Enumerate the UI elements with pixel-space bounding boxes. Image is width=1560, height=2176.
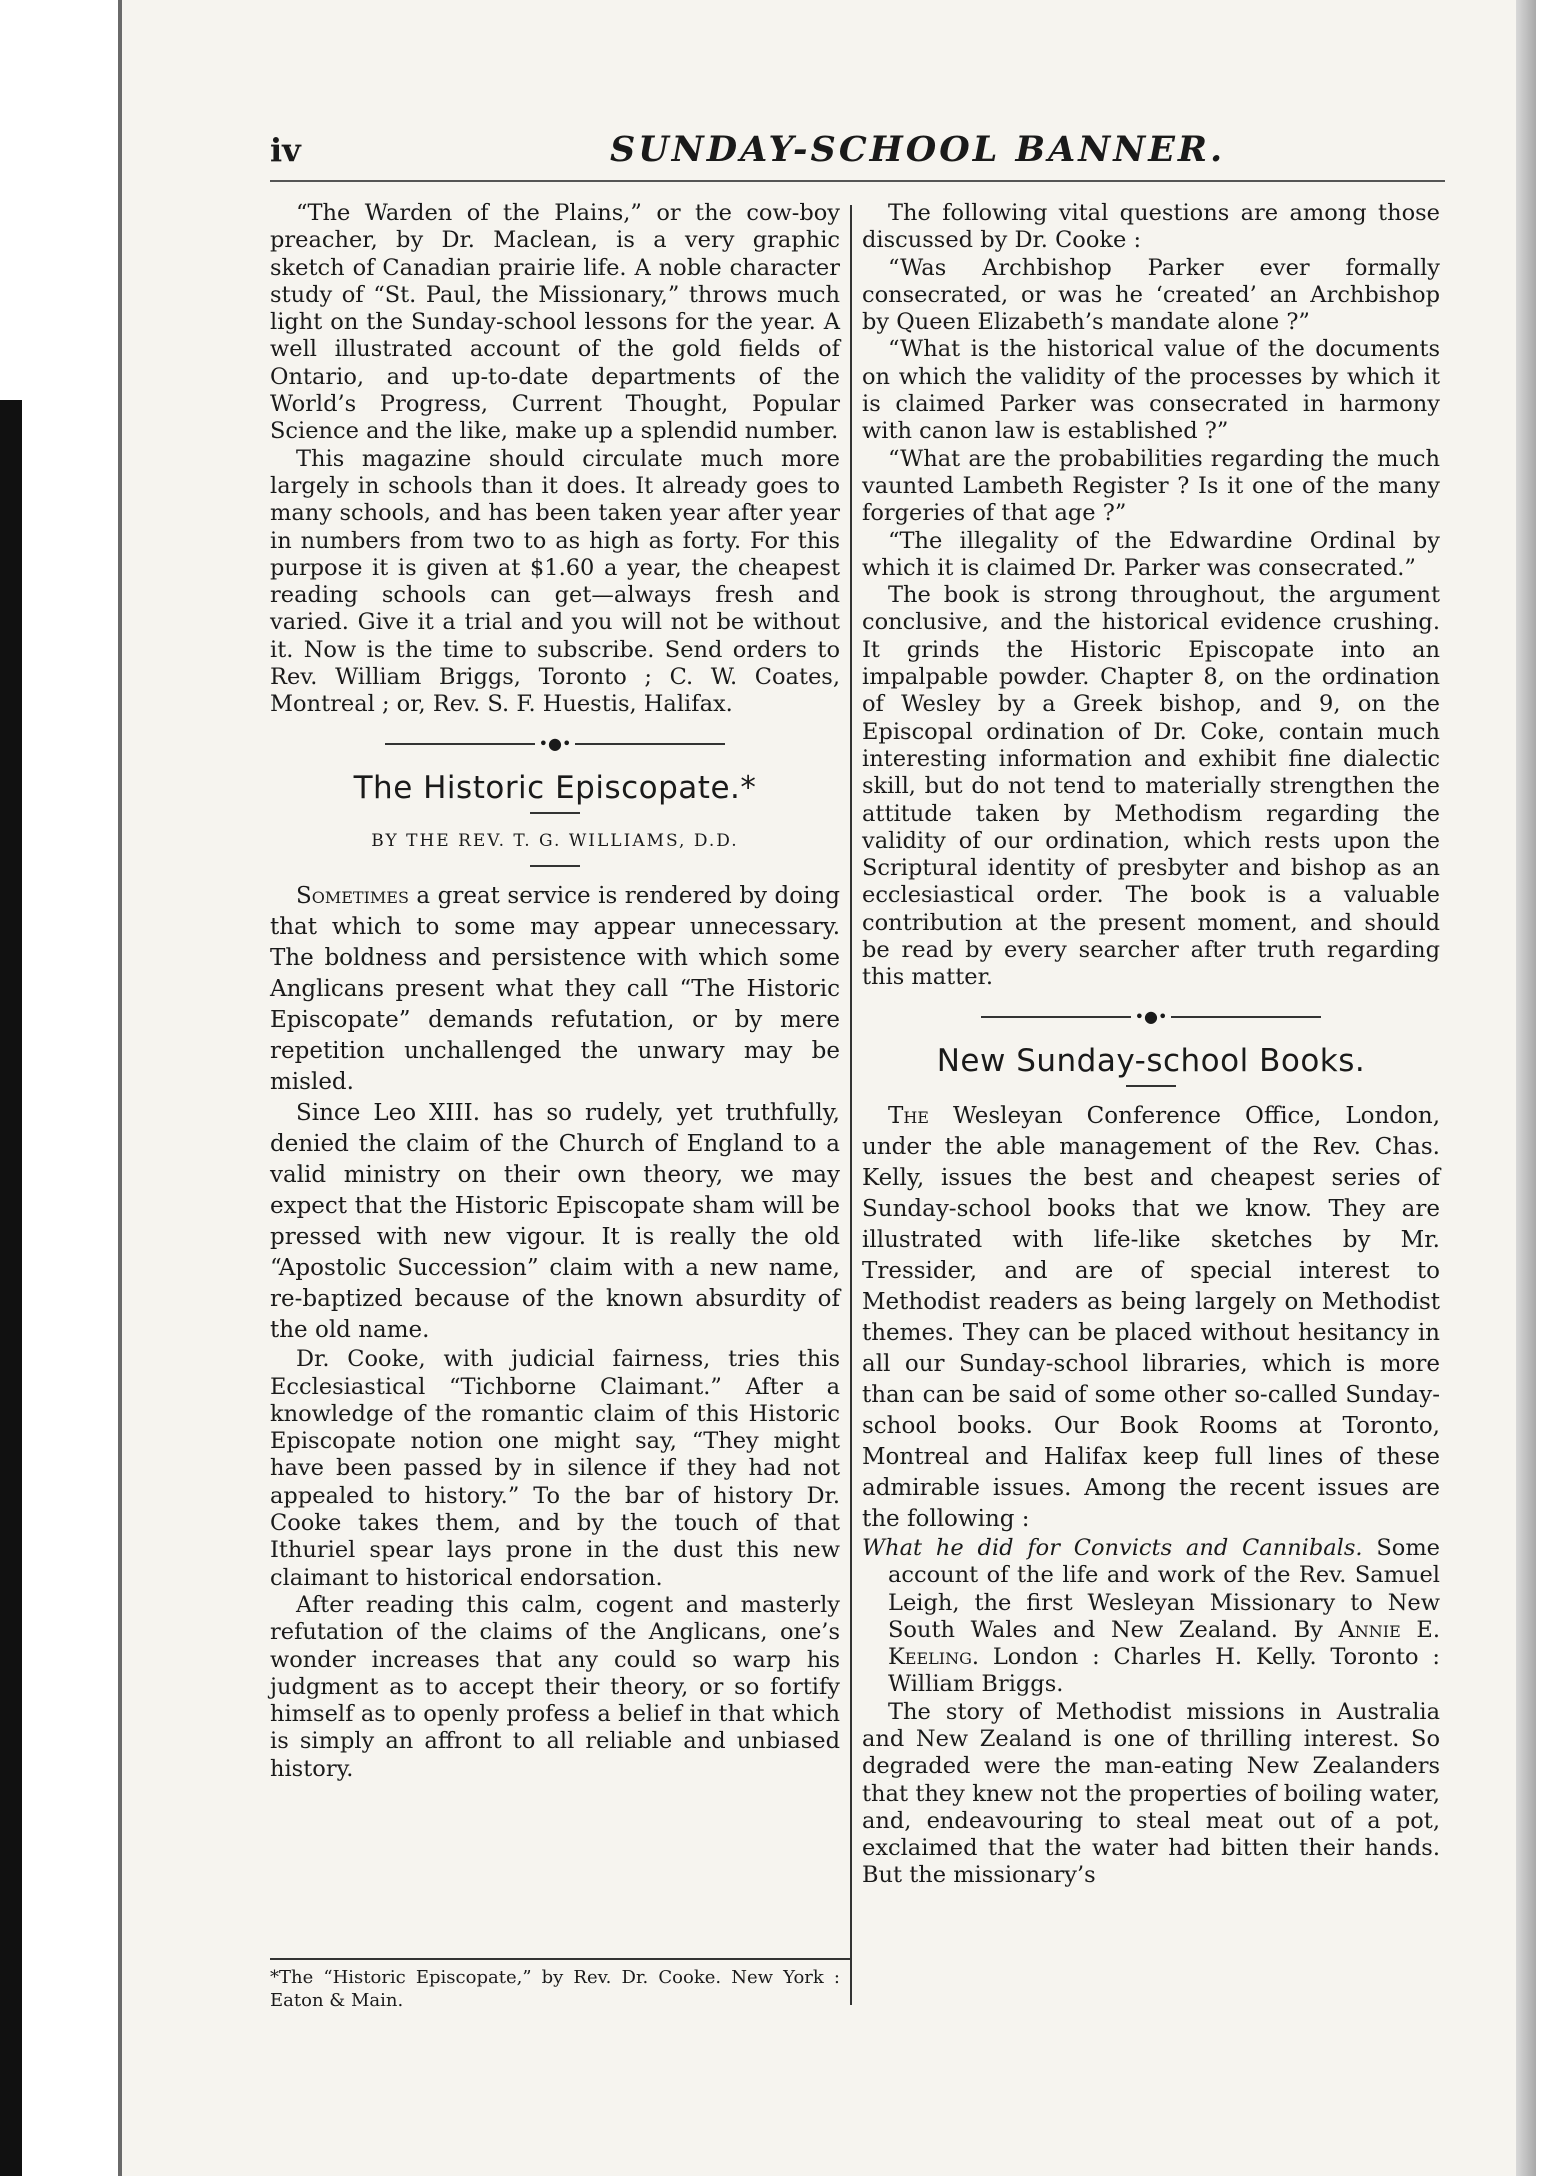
paragraph: Dr. Cooke, with judicial fairness, tries this Ecclesiastical “Tichborne Claimant.” After a knowledge of the romantic claim of this Historic Episcopate notion one might say, “They might have been passed by in silence if they had not appealed to history.” To the bar of history Dr. Cooke takes them, and by the touch of that Ithuriel spear lays prone in the dust this new claimant to historical endorsation. (270, 1346, 840, 1591)
book-title: What he did for Convicts and Cannibals. (862, 1534, 1363, 1561)
article-body (270, 881, 840, 1346)
paragraph: The story of Methodist missions in Australia and New Zealand is one of thrilling interest. So degraded were the man-eating New Zealanders that they knew not the properties of boiling water, and, endeavouring to steal meat out of a pot, exclaimed that the water had bitten their hands. But the missionary’s (862, 1698, 1440, 1889)
book-author: Annie E. Keeling (888, 1616, 1440, 1671)
paragraph (270, 881, 840, 1098)
book-entry (862, 1535, 1440, 1699)
book-publisher: . London : Charles H. Kelly. Toronto : William Briggs. (888, 1644, 1440, 1698)
page-edge-shadow (1516, 0, 1536, 2176)
paragraph: This magazine should circulate much more largely in schools than it does. It already goes to many schools, and has been taken year after year in numbers from two to as high as forty. For this purpose it is given at $1.60 a year, the cheapest reading schools can get—always fresh and varied. Give it a trial and you will not be without it. Now is the time to subscribe. Send orders to Rev. William Briggs, Toronto ; C. W. Coates, Montreal ; or, Rev. S. F. Huestis, Halifax. (270, 445, 840, 718)
byline-rule (530, 865, 580, 867)
lead-word: The (888, 1102, 929, 1129)
section-title: The Historic Episcopate.* (353, 769, 757, 806)
paragraph: “What is the historical value of the documents on which the validity of the processes by which it is claimed Parker was consecrated in harmony with canon law is established ?” (862, 336, 1440, 445)
title-rule (530, 812, 580, 814)
left-column (270, 200, 840, 1783)
right-column (862, 200, 1440, 1890)
paragraph: “Was Archbishop Parker ever formally consecrated, or was he ‘created’ an Archbishop by Queen Elizabeth’s mandate alone ?” (862, 254, 1440, 336)
page-number: iv (270, 131, 301, 169)
header-rule (270, 180, 1445, 182)
column-rule (850, 205, 852, 2005)
paragraph: “The illegality of the Edwardine Ordinal by which it is claimed Dr. Parker was consecrated.” (862, 527, 1440, 581)
divider-dots: •●• (1131, 1008, 1171, 1026)
paragraph: “What are the probabilities regarding the much vaunted Lambeth Register ? Is it one of the many forgeries of that age ?” (862, 445, 1440, 527)
paragraph-text: a great service is rendered by doing that which to some may appear unnecessary. The boldness and persistence with which some Anglicans present what they call “The Historic Episcopate” demands refutation, or by mere repetition unchallenged the unwary may be misled. (270, 883, 840, 1096)
running-title: SUNDAY-SCHOOL BANNER. (610, 129, 1226, 170)
scan-edge-bar (0, 400, 22, 2176)
byline: BY THE REV. T. G. WILLIAMS, D.D. (371, 830, 739, 851)
ornament-divider (981, 1004, 1321, 1030)
paragraph-text: Wesleyan Conference Office, London, under the able management of the Rev. Chas. Kelly, issues the best and cheapest series of Sunday-school books that we know. They are illustrated with life-like sketches by Mr. Tressider, and are of special interest to Methodist readers as being largely on Methodist themes. They can be placed without hesitancy in all our Sunday-school libraries, which is more than can be said of some other so-called Sunday-school books. Our Book Rooms at Toronto, Montreal and Halifax keep full lines of these admirable issues. Among the recent issues are the following : (862, 1102, 1440, 1532)
article-body (862, 1101, 1440, 1535)
paragraph: The book is strong throughout, the argument conclusive, and the historical evidence crushing. It grinds the Historic Episcopate into an impalpable powder. Chapter 8, on the ordination of Wesley by a Greek bishop, and 9, on the Episcopal ordination of Dr. Coke, contain much interesting information and exhibit fine dialectic skill, but do not tend to materially strengthen the attitude taken by Methodism regarding the validity of our ordination, which rests upon the Scriptural identity of presbyter and bishop as an ecclesiastical order. The book is a valuable contribution at the present moment, and should be read by every searcher after truth regarding this matter. (862, 582, 1440, 991)
footnote: *The “Historic Episcopate,” by Rev. Dr. Cooke. New York : Eaton & Main. (270, 1967, 840, 2011)
title-rule (1126, 1085, 1176, 1087)
paragraph: The following vital questions are among those discussed by Dr. Cooke : (862, 200, 1440, 254)
footnote-rule (270, 1958, 850, 1960)
page-header (270, 125, 1440, 175)
section-title: New Sunday-school Books. (936, 1042, 1366, 1079)
lead-word: Sometimes (296, 883, 409, 910)
ornament-divider (385, 731, 725, 757)
divider-dots: •●• (535, 735, 575, 753)
book-description: Some account of the life and work of the Rev. Samuel Leigh, the first Wesleyan Missionary to New South Wales and New Zealand. By (888, 1534, 1441, 1643)
paragraph (862, 1101, 1440, 1535)
paragraph: Since Leo XIII. has so rudely, yet truthfully, denied the claim of the Church of England to a valid ministry on their own theory, we may expect that the Historic Episcopate sham will be pressed with new vigour. It is really the old “Apostolic Succession” claim with a new name, re-baptized because of the known absurdity of the old name. (270, 1100, 840, 1344)
paragraph: After reading this calm, cogent and masterly refutation of the claims of the Anglicans, one’s wonder increases that any could so warp his judgment as to accept their theory, or so fortify himself as to openly profess a belief in that which is simply an affront to all reliable and unbiased history. (270, 1591, 840, 1782)
paragraph: “The Warden of the Plains,” or the cow-boy preacher, by Dr. Maclean, is a very graphic sketch of Canadian prairie life. A noble character study of “St. Paul, the Missionary,” throws much light on the Sunday-school lessons for the year. A well illustrated account of the gold fields of Ontario, and up-to-date departments of the World’s Progress, Current Thought, Popular Science and the like, make up a splendid number. (270, 200, 840, 445)
